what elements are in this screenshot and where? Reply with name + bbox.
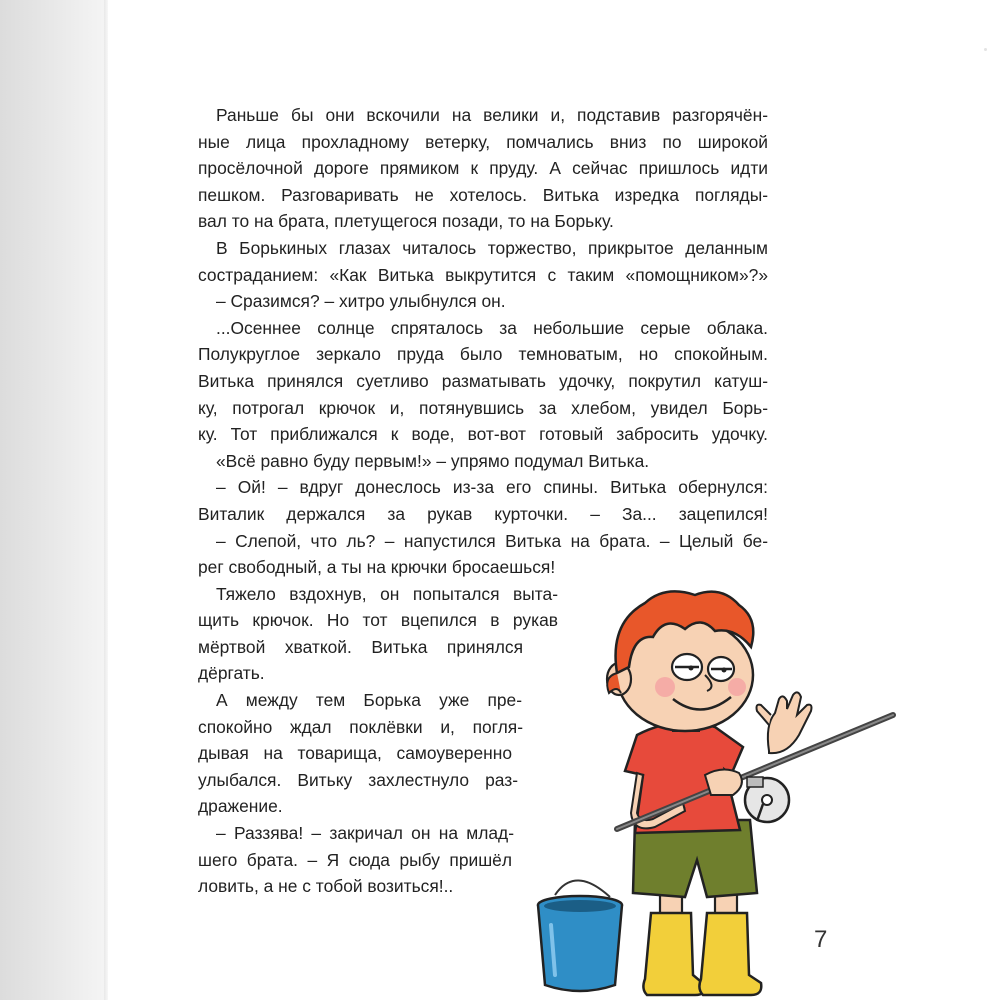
page-number: 7 bbox=[814, 926, 828, 953]
text-line: Витька принялся суетливо разматывать удочку, покрутил катуш- bbox=[198, 370, 768, 391]
text-line: дёргать. bbox=[198, 663, 265, 684]
text-line: Полукруглое зеркало пруда было темноватым, но спокойным. bbox=[198, 344, 768, 365]
text-line: щить крючок. Но тот вцепился в рукав bbox=[198, 610, 558, 631]
boots bbox=[643, 913, 761, 995]
paper-speck bbox=[984, 48, 987, 51]
text-line: рег свободный, а ты на крючки бросаешься! bbox=[198, 557, 556, 578]
text-line: – Ой! – вдруг донеслось из-за его спины. Витька обернулся: bbox=[216, 477, 768, 498]
text-line: вал то на брата, плетущегося позади, то на Борьку. bbox=[198, 211, 614, 232]
right-hand bbox=[705, 769, 742, 795]
text-line: улыбался. Витьку захлестнуло раз- bbox=[198, 769, 518, 790]
waving-hand bbox=[757, 692, 812, 753]
text-line: ные лица прохладному ветерку, помчались вниз по широкой bbox=[198, 131, 768, 152]
text-line: мёртвой хваткой. Витька принялся bbox=[198, 636, 523, 657]
text-line: дражение. bbox=[198, 796, 283, 817]
text-line: дывая на товарища, самоуверенно bbox=[198, 743, 512, 764]
text-line: просёлочной дороге прямиком к пруду. А сейчас пришлось идти bbox=[198, 158, 768, 179]
text-line: А между тем Борька уже пре- bbox=[216, 690, 522, 711]
boy-with-fishing-rod-illustration bbox=[525, 575, 905, 1000]
text-line: ловить, а не с тобой возиться!.. bbox=[198, 876, 454, 897]
text-line: «Всё равно буду первым!» – упрямо подумал Витька. bbox=[216, 450, 650, 471]
text-line: ...Осеннее солнце спряталось за небольшие серые облака. bbox=[216, 317, 768, 338]
text-line: ку. Тот приближался к воде, вот-вот готовый забросить удочку. bbox=[198, 424, 768, 445]
boy-head bbox=[607, 591, 753, 731]
text-line: – Слепой, что ль? – напустился Витька на брата. – Целый бе- bbox=[216, 530, 768, 551]
text-line: Виталик держался за рукав курточки. – За... зацепился! bbox=[198, 503, 768, 524]
text-line: пешком. Разговаривать не хотелось. Витька изредка погляды- bbox=[198, 184, 768, 205]
text-line: шего брата. – Я сюда рыбу пришёл bbox=[198, 849, 512, 870]
bucket-icon bbox=[538, 880, 622, 991]
text-line: В Борькиных глазах читалось торжество, прикрытое деланным bbox=[216, 237, 768, 258]
text-line: спокойно ждал поклёвки и, погля- bbox=[198, 716, 523, 737]
text-line: Раньше бы они вскочили на велики и, подставив разгорячён- bbox=[216, 105, 768, 125]
text-line: ку, потрогал крючок и, потянувшись за хлебом, увидел Борь- bbox=[198, 397, 768, 418]
text-line: состраданием: «Как Витька выкрутится с таким «помощником»?» bbox=[198, 264, 768, 285]
text-line: – Раззява! – закричал он на млад- bbox=[216, 823, 514, 844]
page-gutter-shadow bbox=[0, 0, 108, 1000]
text-line: Тяжело вздохнув, он попытался выта- bbox=[216, 583, 558, 604]
text-line: – Сразимся? – хитро улыбнулся он. bbox=[216, 291, 506, 312]
